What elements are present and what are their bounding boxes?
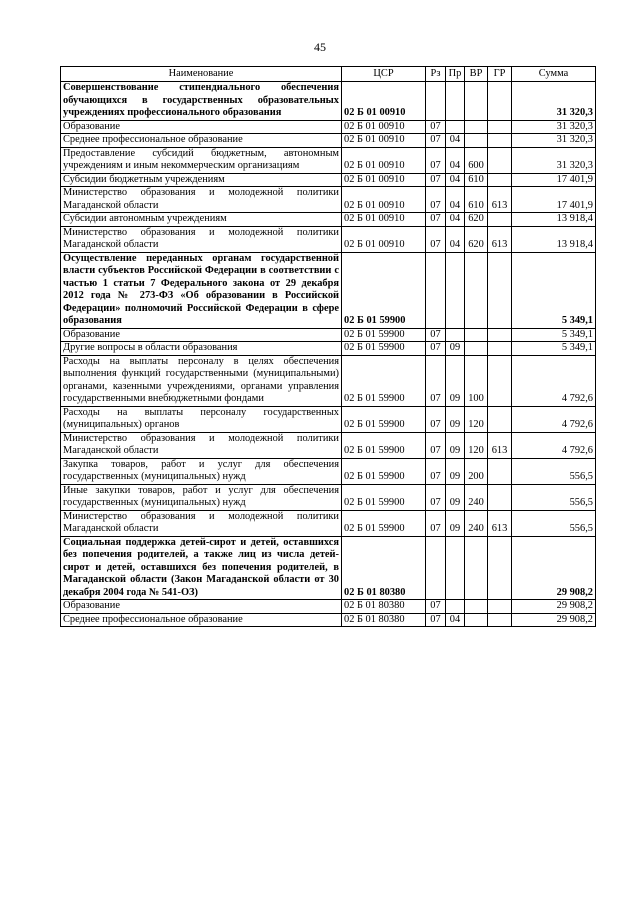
row-name: Социальная поддержка детей-сирот и детей, оставшихся без попечения родителей, а также лиц из числа детей-сирот и детей, оставшихся без попечения родителей, в Магаданской области (Закон Магаданской области от 30 декабря 2004 года № 541-ОЗ): [61, 536, 342, 600]
row-vr: 620: [465, 213, 488, 227]
row-pr: 09: [446, 484, 465, 510]
row-vr: 200: [465, 458, 488, 484]
table-row: [61, 173, 596, 187]
row-gr: [488, 120, 512, 134]
row-name: Среднее профессиональное образование: [61, 134, 342, 148]
row-pr: 09: [446, 510, 465, 536]
row-csr: 02 Б 01 59900: [342, 252, 426, 328]
row-sum: 13 918,4: [512, 226, 596, 252]
row-name: Расходы на выплаты персоналу в целях обеспечения выполнения функций государственными (муниципальными) органами, казенными учреждениями, органами управления государственными внебюджетными фондами: [61, 355, 342, 406]
row-gr: [488, 252, 512, 328]
row-gr: [488, 328, 512, 342]
page-number: 45: [314, 40, 326, 54]
row-sum: 5 349,1: [512, 252, 596, 328]
table-row: [61, 213, 596, 227]
row-gr: 613: [488, 187, 512, 213]
row-vr: 240: [465, 484, 488, 510]
row-gr: [488, 600, 512, 614]
row-name: Министерство образования и молодежной политики Магаданской области: [61, 226, 342, 252]
row-sum: 4 792,6: [512, 432, 596, 458]
row-rz: 07: [426, 484, 446, 510]
row-vr: [465, 536, 488, 600]
row-name: Предоставление субсидий бюджетным, автономным учреждениям и иным некоммерческим организациям: [61, 147, 342, 173]
row-gr: [488, 173, 512, 187]
row-pr: 04: [446, 173, 465, 187]
row-vr: 240: [465, 510, 488, 536]
row-pr: 09: [446, 342, 465, 356]
row-csr: 02 Б 01 59900: [342, 510, 426, 536]
header-rz: Рз: [426, 67, 446, 82]
row-gr: [488, 406, 512, 432]
row-name: Образование: [61, 328, 342, 342]
table-row: [61, 510, 596, 536]
row-name: Субсидии бюджетным учреждениям: [61, 173, 342, 187]
header-csr: ЦСР: [342, 67, 426, 82]
row-vr: [465, 120, 488, 134]
row-csr: 02 Б 01 00910: [342, 134, 426, 148]
row-pr: [446, 536, 465, 600]
row-csr: 02 Б 01 59900: [342, 432, 426, 458]
row-sum: 556,5: [512, 458, 596, 484]
table-row: [61, 252, 596, 328]
row-csr: 02 Б 01 59900: [342, 342, 426, 356]
row-csr: 02 Б 01 80380: [342, 613, 426, 627]
row-rz: 07: [426, 432, 446, 458]
row-vr: 600: [465, 147, 488, 173]
table-row: [61, 82, 596, 121]
row-sum: 31 320,3: [512, 120, 596, 134]
row-gr: [488, 536, 512, 600]
row-pr: [446, 252, 465, 328]
table-row: [61, 458, 596, 484]
row-csr: 02 Б 01 80380: [342, 536, 426, 600]
row-sum: 5 349,1: [512, 342, 596, 356]
row-rz: 07: [426, 510, 446, 536]
row-vr: [465, 342, 488, 356]
row-vr: 620: [465, 226, 488, 252]
row-gr: [488, 458, 512, 484]
row-csr: 02 Б 01 59900: [342, 328, 426, 342]
row-name: Субсидии автономным учреждениям: [61, 213, 342, 227]
row-rz: 07: [426, 213, 446, 227]
row-sum: 13 918,4: [512, 213, 596, 227]
row-gr: [488, 213, 512, 227]
row-vr: [465, 328, 488, 342]
row-pr: [446, 600, 465, 614]
row-pr: [446, 82, 465, 121]
row-sum: 556,5: [512, 484, 596, 510]
row-rz: 07: [426, 226, 446, 252]
header-gr: ГР: [488, 67, 512, 82]
row-rz: 07: [426, 613, 446, 627]
row-name: Осуществление переданных органам государственной власти субъектов Российской Федерации в соответствии с частью 1 статьи 7 Федерального закона от 29 декабря 2012 года № 273-ФЗ «Об образовании в Российской Федерации» полномочий Российской Федерации в сфере образования: [61, 252, 342, 328]
row-gr: [488, 147, 512, 173]
row-rz: [426, 82, 446, 121]
row-rz: 07: [426, 120, 446, 134]
row-csr: 02 Б 01 00910: [342, 82, 426, 121]
row-gr: [488, 613, 512, 627]
row-csr: 02 Б 01 59900: [342, 406, 426, 432]
row-vr: [465, 613, 488, 627]
table-row: [61, 134, 596, 148]
row-rz: 07: [426, 355, 446, 406]
row-vr: [465, 134, 488, 148]
row-rz: 07: [426, 173, 446, 187]
row-sum: 5 349,1: [512, 328, 596, 342]
table-row: [61, 484, 596, 510]
table-row: [61, 120, 596, 134]
row-csr: 02 Б 01 00910: [342, 173, 426, 187]
row-pr: 09: [446, 432, 465, 458]
row-rz: 07: [426, 134, 446, 148]
row-pr: 04: [446, 226, 465, 252]
row-vr: 100: [465, 355, 488, 406]
row-sum: 17 401,9: [512, 187, 596, 213]
row-sum: 31 320,3: [512, 147, 596, 173]
row-csr: 02 Б 01 00910: [342, 226, 426, 252]
row-rz: 07: [426, 328, 446, 342]
row-name: Расходы на выплаты персоналу государственных (муниципальных) органов: [61, 406, 342, 432]
row-sum: 29 908,2: [512, 600, 596, 614]
row-vr: 120: [465, 406, 488, 432]
row-name: Иные закупки товаров, работ и услуг для обеспечения государственных (муниципальных) нужд: [61, 484, 342, 510]
row-pr: 04: [446, 134, 465, 148]
table-row: [61, 600, 596, 614]
row-gr: 613: [488, 432, 512, 458]
row-pr: 04: [446, 613, 465, 627]
row-sum: 31 320,3: [512, 82, 596, 121]
row-vr: [465, 600, 488, 614]
row-rz: [426, 536, 446, 600]
row-gr: [488, 342, 512, 356]
row-pr: 09: [446, 355, 465, 406]
row-pr: 04: [446, 147, 465, 173]
table-row: [61, 328, 596, 342]
row-rz: 07: [426, 342, 446, 356]
table-row: [61, 355, 596, 406]
row-csr: 02 Б 01 59900: [342, 355, 426, 406]
row-csr: 02 Б 01 00910: [342, 213, 426, 227]
row-rz: [426, 252, 446, 328]
table-row: [61, 432, 596, 458]
table-row: [61, 406, 596, 432]
row-gr: 613: [488, 226, 512, 252]
table-row: [61, 342, 596, 356]
row-pr: 04: [446, 187, 465, 213]
table-row: [61, 226, 596, 252]
table-header-row: [61, 67, 596, 82]
row-name: Министерство образования и молодежной политики Магаданской области: [61, 432, 342, 458]
row-gr: [488, 355, 512, 406]
row-name: Среднее профессиональное образование: [61, 613, 342, 627]
row-sum: 556,5: [512, 510, 596, 536]
row-gr: [488, 484, 512, 510]
table-row: [61, 147, 596, 173]
row-name: Министерство образования и молодежной политики Магаданской области: [61, 187, 342, 213]
row-sum: 29 908,2: [512, 613, 596, 627]
row-pr: 04: [446, 213, 465, 227]
row-name: Министерство образования и молодежной политики Магаданской области: [61, 510, 342, 536]
row-csr: 02 Б 01 00910: [342, 187, 426, 213]
row-gr: 613: [488, 510, 512, 536]
header-pr: Пр: [446, 67, 465, 82]
row-gr: [488, 134, 512, 148]
row-sum: 17 401,9: [512, 173, 596, 187]
header-vr: ВР: [465, 67, 488, 82]
row-pr: [446, 120, 465, 134]
row-csr: 02 Б 01 80380: [342, 600, 426, 614]
row-csr: 02 Б 01 59900: [342, 458, 426, 484]
row-name: Закупка товаров, работ и услуг для обеспечения государственных (муниципальных) нужд: [61, 458, 342, 484]
row-sum: 4 792,6: [512, 406, 596, 432]
row-pr: 09: [446, 458, 465, 484]
row-name: Совершенствование стипендиального обеспечения обучающихся в государственных образовательных учреждениях профессионального образования: [61, 82, 342, 121]
row-sum: 31 320,3: [512, 134, 596, 148]
row-name: Образование: [61, 600, 342, 614]
row-rz: 07: [426, 187, 446, 213]
row-rz: 07: [426, 147, 446, 173]
row-vr: 120: [465, 432, 488, 458]
row-pr: [446, 328, 465, 342]
budget-table: [60, 66, 596, 627]
row-name: Другие вопросы в области образования: [61, 342, 342, 356]
table-body: [61, 82, 596, 627]
row-rz: 07: [426, 406, 446, 432]
row-csr: 02 Б 01 00910: [342, 120, 426, 134]
row-vr: [465, 82, 488, 121]
table-row: [61, 613, 596, 627]
row-pr: 09: [446, 406, 465, 432]
row-sum: 4 792,6: [512, 355, 596, 406]
row-csr: 02 Б 01 59900: [342, 484, 426, 510]
row-vr: [465, 252, 488, 328]
row-rz: 07: [426, 600, 446, 614]
row-name: Образование: [61, 120, 342, 134]
header-name: Наименование: [61, 67, 342, 82]
table-row: [61, 187, 596, 213]
row-csr: 02 Б 01 00910: [342, 147, 426, 173]
header-sum: Сумма: [512, 67, 596, 82]
row-vr: 610: [465, 173, 488, 187]
row-sum: 29 908,2: [512, 536, 596, 600]
row-vr: 610: [465, 187, 488, 213]
row-gr: [488, 82, 512, 121]
row-rz: 07: [426, 458, 446, 484]
table-row: [61, 536, 596, 600]
